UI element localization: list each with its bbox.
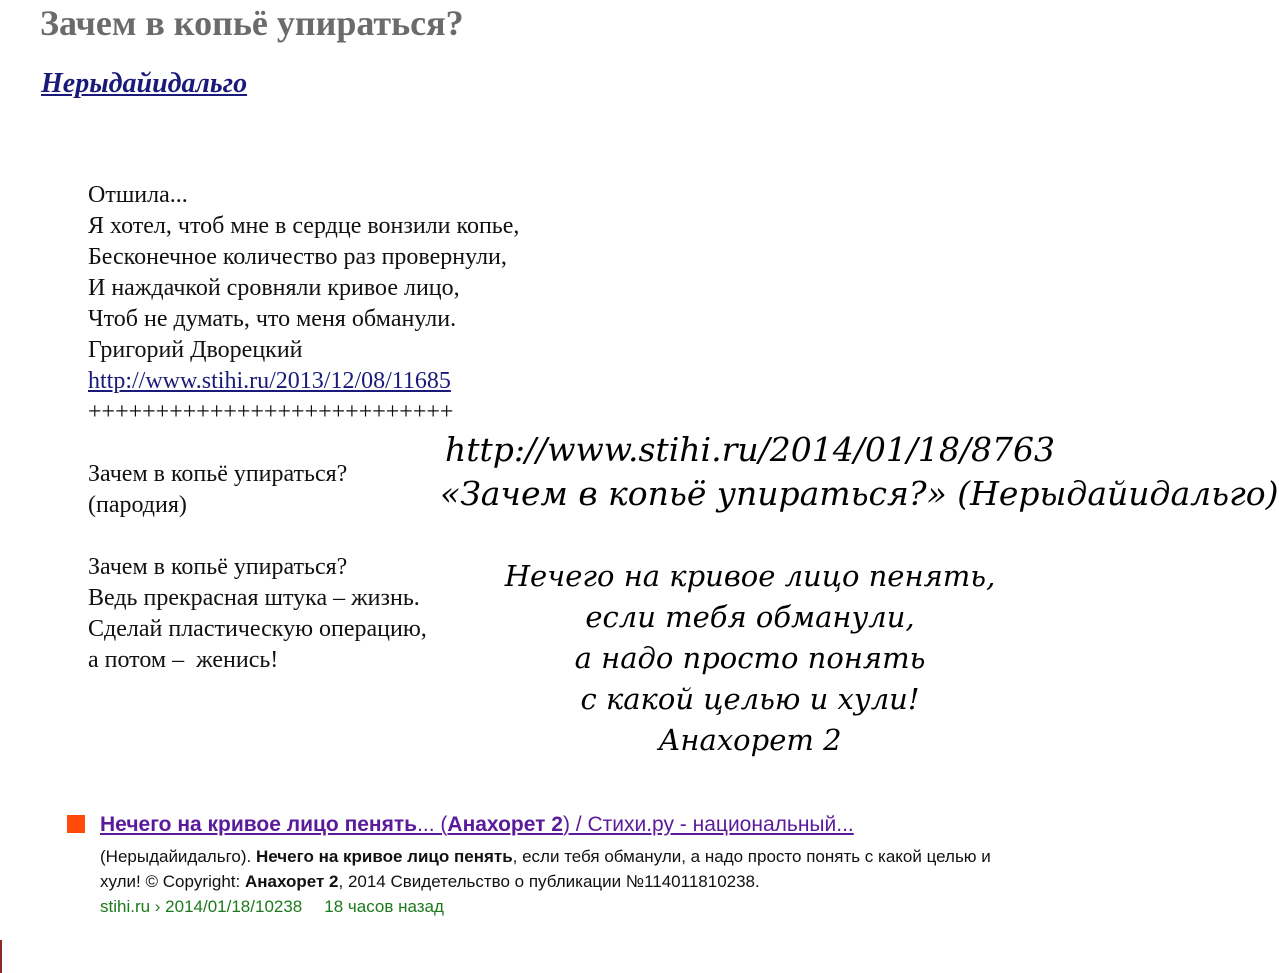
snippet-bold: Нечего на кривое лицо пенять bbox=[255, 847, 513, 866]
snippet-text: (Нерыдайидальго). bbox=[100, 847, 256, 866]
poem-line: Я хотел, чтоб мне в сердце вонзили копье, bbox=[88, 213, 520, 239]
result-title-bold: Нечего на кривое лицо пенять bbox=[100, 813, 418, 836]
search-result bbox=[100, 810, 1000, 920]
result-title-mid: ... ( bbox=[417, 813, 448, 836]
poem-line: Ведь прекрасная штука – жизнь. bbox=[88, 585, 420, 611]
left-edge-mark bbox=[0, 940, 2, 973]
poem-line: И наждачкой сровняли кривое лицо, bbox=[88, 275, 460, 301]
poem-line: Бесконечное количество раз провернули, bbox=[88, 244, 507, 270]
result-bullet-icon bbox=[67, 815, 85, 833]
script-ref-line: «Зачем в копьё упираться?» (Нерыдайидальго) bbox=[440, 474, 1279, 513]
script-verse-line: Нечего на кривое лицо пенять, bbox=[504, 559, 996, 593]
poem-line: (пародия) bbox=[88, 492, 187, 518]
poem-line: Зачем в копьё упираться? bbox=[88, 554, 348, 580]
result-url[interactable]: stihi.ru › 2014/01/18/10238 bbox=[100, 897, 303, 916]
poem-line: а потом – женись! bbox=[88, 647, 279, 673]
result-age: 18 часов назад bbox=[324, 897, 444, 916]
script-verse-line: с какой целью и хули! bbox=[580, 682, 920, 716]
poem-blank-line bbox=[88, 521, 688, 552]
poem-line: Отшила... bbox=[88, 182, 188, 208]
snippet-text: , 2014 Свидетельство о публикации №114011810238. bbox=[338, 872, 760, 891]
script-signature: Анахорет 2 bbox=[658, 723, 842, 757]
search-result-meta bbox=[100, 894, 1000, 920]
poem-line: Сделай пластическую операцию, bbox=[88, 616, 427, 642]
poem-line: Григорий Дворецкий bbox=[88, 337, 303, 363]
source-poem-link[interactable]: http://www.stihi.ru/2013/12/08/11685 bbox=[88, 368, 451, 394]
result-title-tail: ) / Стихи.ру - национальный... bbox=[562, 813, 854, 836]
script-verse-line: а надо просто понять bbox=[574, 641, 926, 675]
script-url-line: http://www.stihi.ru/2014/01/18/8763 bbox=[444, 430, 1056, 469]
result-title-author: Анахорет 2 bbox=[447, 813, 563, 836]
search-result-title-link[interactable] bbox=[100, 813, 854, 836]
snippet-text: , если тебя обманули, а надо просто понять с какой целью и хули! © Copyright: bbox=[100, 847, 991, 891]
script-reply-header bbox=[440, 428, 1279, 516]
poem-line: Зачем в копьё упираться? bbox=[88, 461, 348, 487]
snippet-bold: Анахорет 2 bbox=[244, 872, 339, 891]
poem-line: Чтоб не думать, что меня обманули. bbox=[88, 306, 457, 332]
script-verse-line: если тебя обманули, bbox=[585, 600, 915, 634]
search-result-snippet bbox=[100, 844, 1000, 894]
author-link[interactable]: Нерыдайидальго bbox=[41, 68, 248, 99]
page-title: Зачем в копьё упираться? bbox=[40, 3, 464, 43]
script-reply-verse bbox=[500, 556, 1000, 761]
separator-line: +++++++++++++++++++++++++++ bbox=[88, 399, 454, 425]
